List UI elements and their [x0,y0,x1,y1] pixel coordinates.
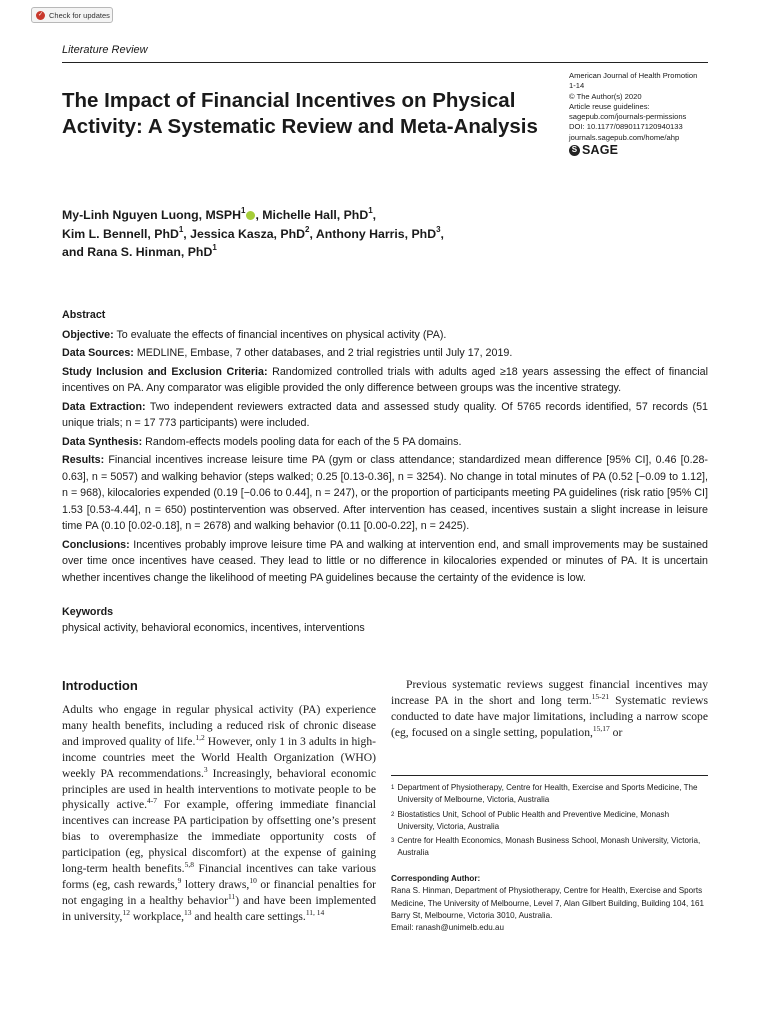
author-affiliation-ref: 1 [178,224,184,234]
affiliation-text: Biostatistics Unit, School of Public Health and Preventive Medicine, Monash University, Victoria, Australia [397,809,670,831]
section-label: Literature Review [62,44,148,56]
reuse-link[interactable]: sagepub.com/journals-permissions [569,112,687,122]
author-affiliation-ref: 3 [436,224,441,234]
corresponding-author-heading: Corresponding Author: [391,874,481,883]
corresponding-author-email[interactable]: Email: ranash@unimelb.edu.au [391,923,505,933]
affiliation-number: 1 [391,785,395,791]
affiliation [391,835,708,860]
keywords-heading: Keywords [62,606,114,618]
abstract-section-label: Conclusions: [62,538,130,551]
citation-ref: 9 [177,875,182,885]
abstract-sections [62,327,708,587]
abstract-section [62,452,708,535]
header-divider [62,62,708,63]
paragraph-text: Financial incentives can take various forms (eg, cash rewards, [62,862,376,891]
paragraph-text: or [609,725,623,739]
paragraph-text: lottery draws, [181,877,250,891]
corresponding-author [391,873,708,934]
journal-pages: 1-14 [569,81,585,91]
abstract-section-label: Results: [62,454,105,466]
citation-ref: 15-21 [591,691,610,701]
citation-ref: 11, 14 [305,907,325,917]
affiliation [391,809,708,834]
abstract-section-label: Objective: [62,328,114,341]
author-affiliation-ref: 2 [304,224,310,234]
paragraph-text: workplace, [129,909,185,923]
abstract-section-text: To evaluate the effects of financial incentives on physical activity (PA). [116,328,447,341]
journal-home-link[interactable]: journals.sagepub.com/home/ahp [569,132,680,142]
orcid-icon[interactable] [246,211,255,220]
abstract-section [62,364,708,397]
journal-name: American Journal of Health Promotion [569,71,698,80]
abstract-section [62,327,708,344]
reuse-label: Article reuse guidelines: [569,101,650,111]
doi[interactable]: DOI: 10.1177/0890117120940133 [569,122,683,132]
author-name: Jessica Kasza, PhD [190,226,305,241]
paragraph-text: and health care settings. [191,909,306,923]
author-affiliation-ref: 1 [240,206,246,215]
abstract-section-text: Random-effects models pooling data for each of the 5 PA domains. [145,435,462,448]
citation-ref: 13 [184,907,192,917]
corresponding-author-text: Rana S. Hinman, Department of Physiotherapy, Centre for Health, Exercise and Sports Medicine, The University of Melbourne, Level 7, Alan Gilbert Building, Building 104, 161 Barry St, Melbourne, Victoria 3010, Australia. [391,886,704,920]
affiliation-text: Department of Physiotherapy, Centre for Health, Exercise and Sports Medicine, The University of Melbourne, Victoria, Australia [397,783,698,805]
keywords [62,604,708,636]
paragraph-text: Adults who engage in regular physical activity (PA) experience many health benefits, including a reduced risk of chronic disease and improved quality of life. [62,703,376,748]
check-for-updates-button[interactable] [31,7,113,23]
citation-ref: 3 [203,764,208,774]
citation-ref: 15,17 [592,723,610,733]
citation-ref: 1,2 [195,732,205,742]
abstract-section-label: Data Sources: [62,347,134,359]
abstract-section-label: Data Synthesis: [62,435,143,448]
abstract-heading: Abstract [62,309,106,321]
footnote-divider [391,775,708,776]
affiliation-number: 2 [391,811,395,818]
abstract-section [62,399,708,432]
abstract-section-label: Data Extraction: [62,400,146,413]
abstract-section-text: Financial incentives increase leisure time PA (gym or class attendance; standardized mean difference [95% CI], 0.46 [0.28-0.63], n = 5057) and walking behavior (steps walked; 0.25 [0.13-0.36], n = 3254). No change in total minutes of PA (0.52 [−0.09 to 1.12], n = 968), kilocalories expended (0.19 [−0.06 to 0.44], n = 247), or the proportion of participants meeting PA guidelines (risk ratio [95% CI] 1.53 [0.53-4.44], n = 650) postintervention was observed. After intervention has ceased, incentives sustain a slight increase in leisure time PA (0.10 [0.02-0.18], n = 2678) and walking behavior (0.11 [0.00-0.22], n = 2425). [62,454,708,532]
citation-ref: 12 [122,907,130,917]
abstract-section [62,434,708,451]
journal-copyright: © The Author(s) 2020 [569,91,642,101]
affiliation-number: 3 [391,838,395,845]
author-list: My-Linh Nguyen Luong, MSPH$^1$ , Michelle Hall, PhD$^1$, Kim L. Bennell, PhD$^1$, Jessica Kasza, PhD$^2$, Anthony Harris, PhD$^3$, and Rana S. Hinman, PhD$^1$ [62,206,444,259]
abstract [62,307,708,588]
abstract-section [62,345,708,362]
introduction-heading: Introduction [62,678,138,693]
journal-info [569,71,719,156]
affiliation [391,782,708,807]
author-name: Kim L. Bennell, PhD [62,226,179,241]
sage-logo [569,145,719,156]
abstract-section-text: Two independent reviewers extracted data and assessed study quality. Of 5765 records identified, 57 records (51 unique trials; n = 17 773 participants) were included. [62,400,708,429]
citation-ref: 11 [228,891,236,901]
introduction-right-column [391,677,708,741]
keywords-text: physical activity, behavioral economics, incentives, interventions [62,622,365,634]
citation-ref: 4-7 [147,796,158,806]
affiliation-text: Centre for Health Economics, Monash Business School, Monash University, Victoria, Australia [397,836,701,858]
paragraph-text: Previous systematic reviews suggest financial incentives may increase PA in the short and long term. [391,678,708,707]
paragraph-text: ) and have been implemented in university, [62,893,376,923]
author-affiliation-ref: 1 [212,243,217,252]
check-for-updates-label: Check for updates [49,10,110,20]
paragraph-text: or financial penalties for not engaging in a healthy behavior [62,877,376,907]
author-affiliation-ref: 1 [368,206,373,215]
affiliations [391,782,708,862]
article-title: The Impact of Financial Incentives on Physical Activity: A Systematic Review and Meta-Analysis [62,89,538,138]
abstract-section [62,537,708,587]
paragraph-text: However, only 1 in 3 adults in high-income countries meet the World Health Organization (WHO) weekly PA recommendations. [62,734,376,780]
abstract-section-text: MEDLINE, Embase, 7 other databases, and 2 trial registries until July 17, 2019. [136,347,513,359]
publisher-name: SAGE [582,143,619,158]
author-name: Anthony Harris, PhD [315,226,437,241]
introduction-left-column [62,702,376,925]
author-name: Michelle Hall, PhD [262,208,369,222]
author-name: My-Linh Nguyen Luong, MSPH [62,208,241,222]
paragraph-text: For example, offering immediate financial incentives can increase PA participation by offsetting one’s present bias to overemphasize the immediate opportunity costs of participation (eg, physical discomfort) at the expense of gaining long-term health benefits. [62,798,376,876]
abstract-section-text: Incentives probably improve leisure time PA and walking at intervention end, and small improvements may be sustained over time once incentives have ceased. They lead to little or no difference in kilocalories expended or minutes of PA. It is uncertain whether incentives change the likelihood of meeting PA guidelines because the certainty of the evidence is low. [62,538,708,584]
check-updates-icon: ✓ [37,12,44,18]
paragraph-text: Systematic reviews conducted to date have major limitations, including a narrow scope (eg, focused on a single setting, population, [391,693,708,739]
author-name: and Rana S. Hinman, PhD [62,245,213,259]
abstract-section-label: Study Inclusion and Exclusion Criteria: [62,365,268,378]
citation-ref: 5,8 [184,860,194,870]
citation-ref: 10 [249,875,257,885]
abstract-section-text: Randomized controlled trials with adults aged ≥18 years assessing the effect of financial incentives on PA. Any comparator was eligible provided the only difference between groups was the incentive strategy. [62,365,708,394]
paragraph-text: Increasingly, behavioral economic principles are used in health interventions to motivate people to be physically active. [62,766,376,812]
sage-logo-icon: S [569,145,580,156]
